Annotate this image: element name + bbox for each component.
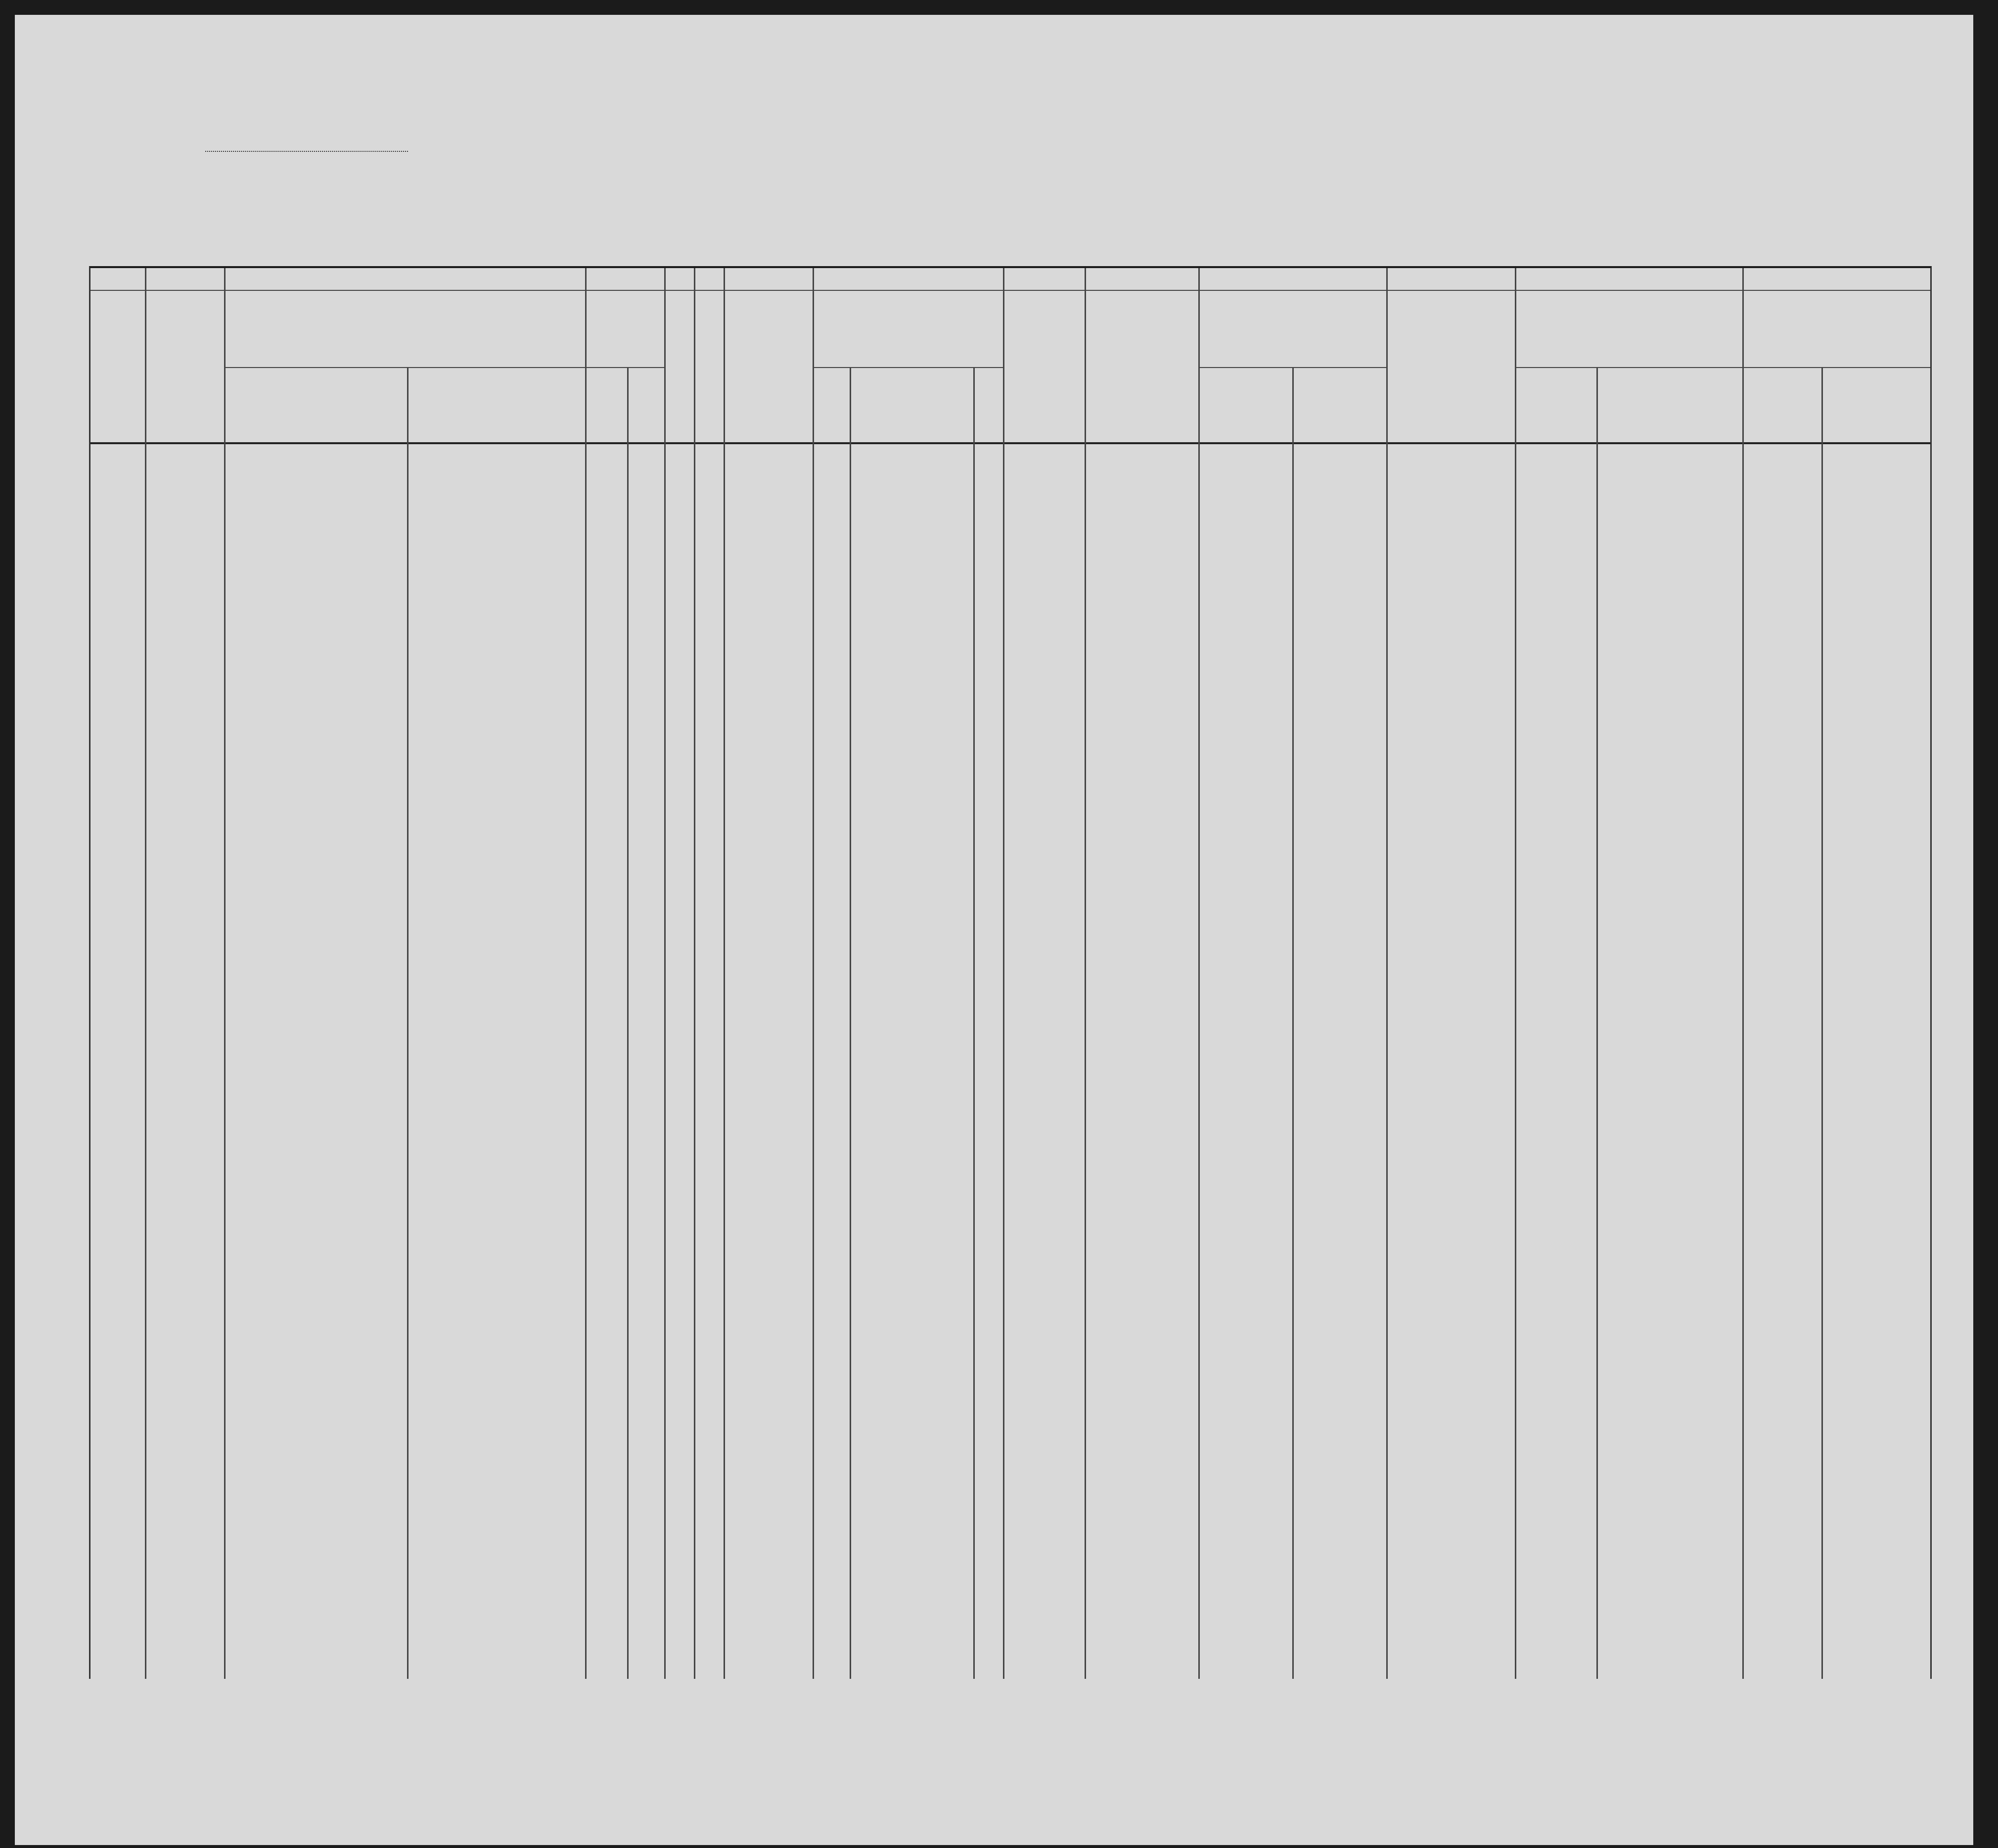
col-divider — [1292, 367, 1294, 1679]
age-group-line — [585, 367, 664, 368]
col-divider — [1515, 268, 1516, 1679]
col-divider — [813, 268, 814, 1679]
col-divider — [1596, 367, 1598, 1679]
col-divider — [627, 367, 629, 1679]
col-divider — [724, 268, 725, 1679]
residence-group-line — [1742, 367, 1930, 368]
issued-group-line — [1515, 367, 1742, 368]
manifest-grid — [89, 266, 1932, 1679]
birth-group-line — [1198, 367, 1386, 368]
name-group-line — [224, 367, 585, 368]
col-divider — [850, 367, 851, 1679]
col-divider — [664, 268, 666, 1679]
col-divider — [145, 268, 146, 1679]
col-divider — [1085, 268, 1086, 1679]
col-divider — [1742, 268, 1744, 1679]
col-divider — [1198, 268, 1200, 1679]
header-bottom-border — [91, 442, 1930, 444]
manifest-sheet — [15, 15, 1973, 1845]
column-number-divider — [91, 290, 1930, 291]
able-group-line — [813, 367, 1003, 368]
col-divider — [694, 268, 695, 1679]
col-divider — [1386, 268, 1388, 1679]
list-number-line — [205, 151, 408, 152]
col-divider — [1003, 268, 1004, 1679]
col-divider — [585, 268, 587, 1679]
col-divider — [973, 367, 975, 1679]
col-divider — [1821, 367, 1823, 1679]
col-divider — [224, 268, 226, 1679]
col-divider — [407, 367, 409, 1679]
